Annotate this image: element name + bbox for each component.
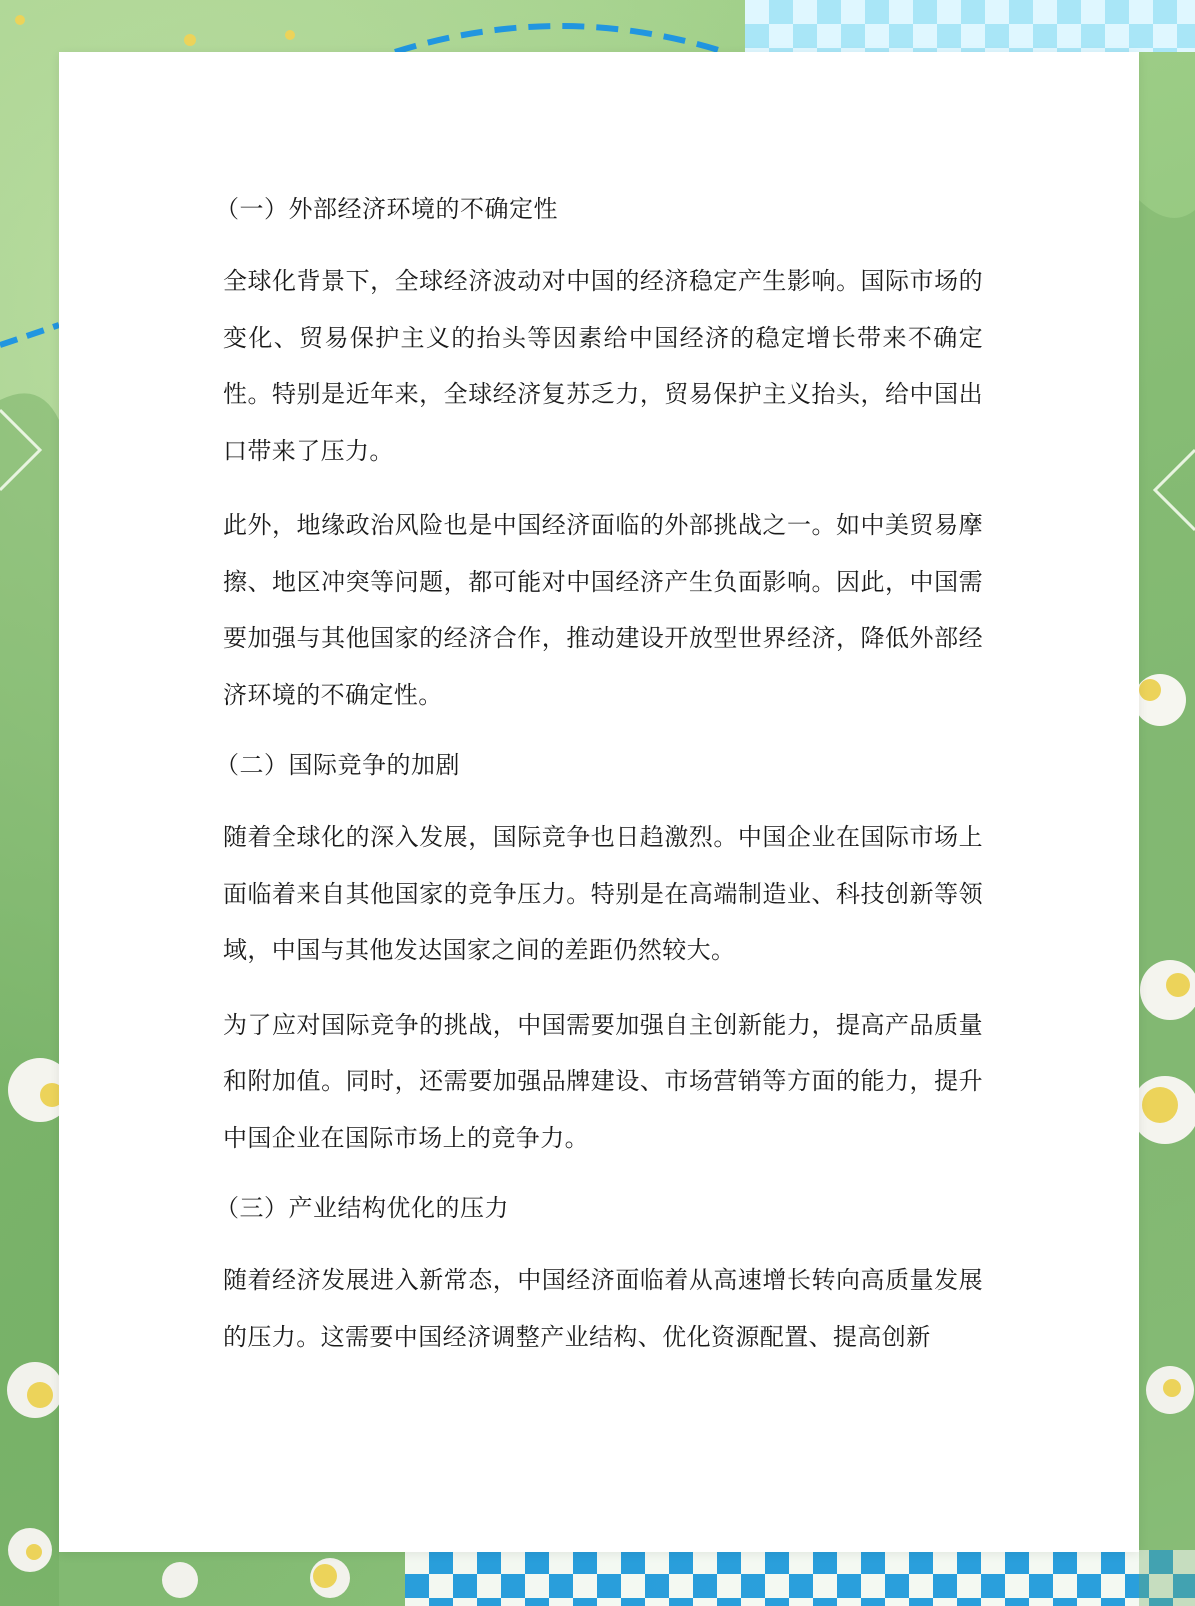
leaf-shade-right — [1139, 200, 1195, 1606]
flower-icon — [162, 1562, 198, 1598]
flower-icon — [1131, 1076, 1195, 1144]
dot-decoration — [15, 15, 25, 25]
document-content — [215, 185, 983, 1383]
section-heading: （一）外部经济环境的不确定性 — [215, 195, 558, 223]
paragraph: 为了应对国际竞争的挑战，中国需要加强自主创新能力，提高产品质量和附加值。同时，还需要加强品牌建设、市场营销等方面的能力，提升中国企业在国际市场上的竞争力。 — [223, 1010, 983, 1152]
flower-icon — [8, 1528, 52, 1572]
dashed-arc-top — [395, 26, 725, 52]
diamond-outline-left — [0, 410, 40, 490]
paragraph: 随着经济发展进入新常态，中国经济面临着从高速增长转向高质量发展的压力。这需要中国经济调整产业结构、优化资源配置、提高创新 — [223, 1266, 983, 1351]
section-heading: （三）产业结构优化的压力 — [215, 1194, 509, 1222]
flower-icon — [7, 1362, 63, 1418]
dot-decoration — [285, 30, 295, 40]
diamond-outline-right — [1155, 450, 1195, 530]
section-international-competition — [215, 741, 983, 1166]
paragraph: 全球化背景下，全球经济波动对中国的经济稳定产生影响。国际市场的变化、贸易保护主义的抬头等因素给中国经济的稳定增长带来不确定性。特别是近年来，全球经济复苏乏力，贸易保护主义抬头，给中国出口带来了压力。 — [223, 267, 983, 465]
flower-icon — [1134, 674, 1186, 726]
paragraph: 随着全球化的深入发展，国际竞争也日趋激烈。中国企业在国际市场上面临着来自其他国家的竞争压力。特别是在高端制造业、科技创新等领域，中国与其他发达国家之间的差距仍然较大。 — [223, 823, 983, 964]
dashed-line-left — [0, 325, 59, 345]
checker-pattern-bottom — [405, 1550, 1195, 1606]
checker-pattern-top — [745, 0, 1195, 52]
section-industrial-structure — [215, 1184, 983, 1365]
section-external-environment — [215, 185, 983, 723]
paragraph: 此外，地缘政治风险也是中国经济面临的外部挑战之一。如中美贸易摩擦、地区冲突等问题，都可能对中国经济产生负面影响。因此，中国需要加强与其他国家的经济合作，推动建设开放型世界经济，降低外部经济环境的不确定性。 — [223, 511, 983, 709]
flower-icon — [1140, 960, 1195, 1020]
flower-icon — [310, 1558, 350, 1598]
dot-decoration — [184, 34, 196, 46]
leaf-shade-left — [0, 393, 59, 1606]
section-heading: （二）国际竞争的加剧 — [215, 751, 460, 779]
flower-icon — [1146, 1366, 1194, 1414]
